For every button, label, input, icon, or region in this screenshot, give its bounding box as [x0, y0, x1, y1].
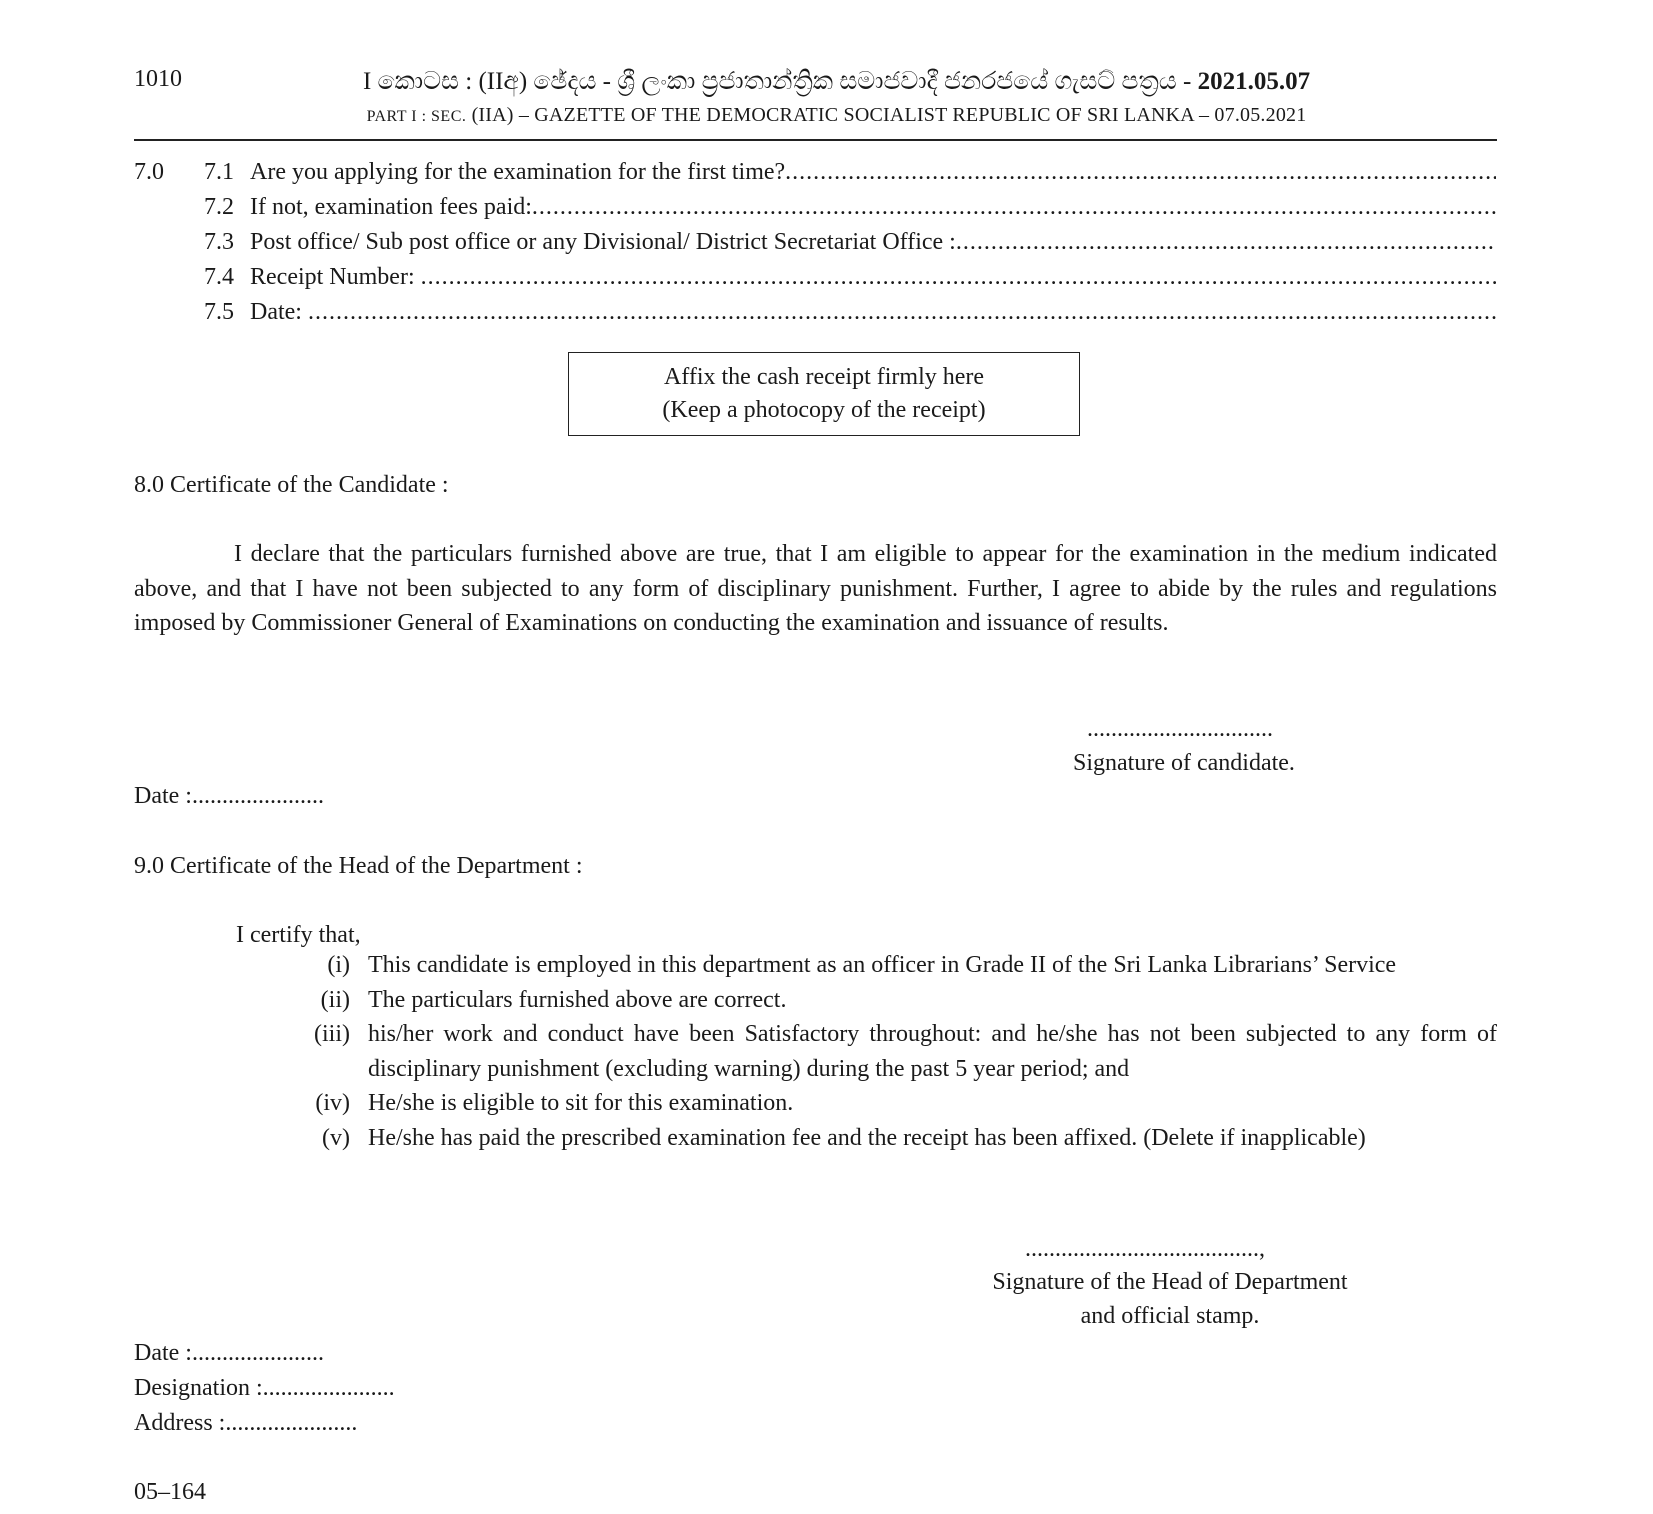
list-item: [270, 983, 1497, 1018]
section-8-title: 8.0 Certificate of the Candidate :: [134, 472, 449, 498]
field-7-4-number: 7.4: [204, 264, 234, 290]
list-item-text: This candidate is employed in this department as an officer in Grade II of the Sri Lanka Librarians’ Service: [368, 952, 1397, 978]
list-item-text: He/she has paid the prescribed examination fee and the receipt has been affixed. (Delete if inapplicable): [368, 1124, 1366, 1151]
designation-field[interactable]: Designation :......................: [134, 1375, 395, 1401]
field-7-1[interactable]: [204, 155, 1496, 189]
list-item-number: (ii): [320, 986, 350, 1013]
list-item-number: (iv): [315, 1090, 350, 1116]
field-7-2[interactable]: [204, 190, 1496, 224]
list-item: [270, 1086, 1497, 1121]
field-7-5-label: Date:: [250, 299, 308, 325]
certification-list: [270, 948, 1497, 1155]
section-7-number: 7.0: [134, 159, 164, 185]
field-7-3-dots: [956, 225, 1496, 259]
field-7-2-label: If not, examination fees paid:: [250, 194, 532, 220]
candidate-declaration-text: I declare that the particulars furnished above are true, that I am eligible to appear for the examination in the medium indicated above, and that I have not been subjected to any form of disciplinary punishment. Further, I agree to abide by the rules and regulations imposed by Commissioner General of Examinations on conducting the examination and issuance of results.: [134, 541, 1497, 636]
list-item-number: (v): [322, 1124, 350, 1151]
certify-intro: I certify that,: [236, 922, 361, 948]
list-item: [270, 1017, 1497, 1086]
field-7-4-label: Receipt Number:: [250, 264, 421, 290]
candidate-declaration: [134, 537, 1497, 641]
section-9-title: 9.0 Certificate of the Head of the Department :: [134, 853, 583, 879]
page-number: 1010: [134, 66, 182, 92]
gazette-header-sinhala: [280, 68, 1393, 96]
field-7-5-number: 7.5: [204, 299, 234, 325]
gazette-header-sinhala-text: I කොටස : (IIඅ) ඡේදය - ශ්‍රී ලංකා ප්‍රජාතාන්ත්‍රික සමාජවාදී ජනරජයේ ගැසට් පත්‍රය -: [362, 68, 1192, 95]
receipt-affix-box: [568, 352, 1080, 436]
candidate-signature-label: Signature of candidate.: [1073, 750, 1295, 776]
header-divider: [134, 139, 1497, 141]
list-item: [270, 948, 1497, 983]
gazette-header-english: [280, 104, 1393, 127]
list-item-text: The particulars furnished above are correct.: [368, 986, 787, 1013]
field-7-1-label: Are you applying for the examination for the first time?: [250, 159, 786, 185]
candidate-date-field[interactable]: Date :......................: [134, 783, 324, 809]
list-item-number: (i): [327, 952, 350, 978]
head-date-field[interactable]: Date :......................: [134, 1340, 324, 1366]
receipt-box-line-1: Affix the cash receipt firmly here: [663, 364, 985, 390]
field-7-3-number: 7.3: [204, 229, 234, 255]
head-signature-line[interactable]: .......................................,: [1025, 1236, 1265, 1262]
address-field[interactable]: Address :......................: [134, 1410, 358, 1436]
official-stamp-label: and official stamp.: [1080, 1303, 1260, 1329]
field-7-1-dots: [785, 155, 1496, 189]
field-7-4-dots: [421, 260, 1496, 294]
field-7-5[interactable]: [204, 295, 1496, 329]
gazette-reference-code: 05–164: [134, 1479, 206, 1505]
gazette-part-label: PART I : SEC.: [366, 108, 467, 125]
list-item-number: (iii): [314, 1021, 350, 1047]
head-signature-label: Signature of the Head of Department: [992, 1269, 1348, 1295]
list-item: [270, 1121, 1497, 1156]
field-7-3[interactable]: [204, 225, 1496, 259]
gazette-header-english-text: (IIA) – GAZETTE OF THE DEMOCRATIC SOCIALIST REPUBLIC OF SRI LANKA – 07.05.2021: [471, 104, 1307, 126]
list-item-text: his/her work and conduct have been Satisfactory throughout: and he/she has not been subjected to any form of disciplinary punishment (excluding warning) during the past 5 year period; and: [368, 1021, 1497, 1082]
candidate-signature-line[interactable]: ...............................: [1087, 716, 1273, 742]
field-7-1-number: 7.1: [204, 159, 234, 185]
field-7-5-dots: [308, 295, 1496, 329]
gazette-header-date: 2021.05.07: [1197, 68, 1311, 95]
field-7-4[interactable]: [204, 260, 1496, 294]
field-7-2-number: 7.2: [204, 194, 234, 220]
field-7-2-dots: [532, 190, 1496, 224]
list-item-text: He/she is eligible to sit for this examination.: [368, 1090, 794, 1116]
field-7-3-label: Post office/ Sub post office or any Divisional/ District Secretariat Office :: [250, 229, 956, 255]
receipt-box-line-2: (Keep a photocopy of the receipt): [662, 397, 986, 423]
